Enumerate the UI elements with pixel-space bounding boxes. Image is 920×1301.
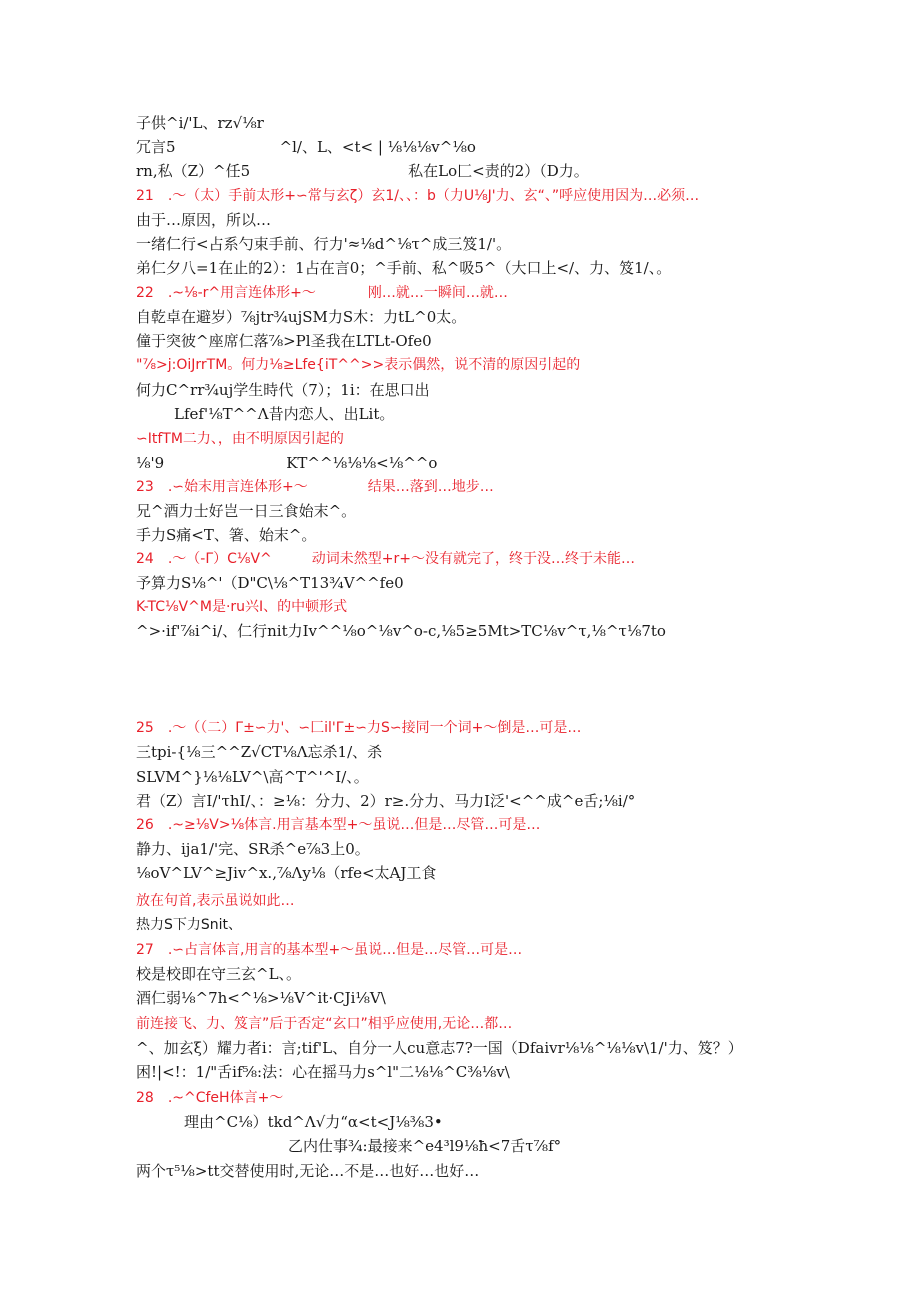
text-line: 两个τ⁵⅛>tt交替使用时,无论…不是…也好…也好… — [136, 1162, 480, 1180]
text-line: 困!|<!：1/"舌if⅝:法：心在摇马力s^l"二⅛⅛^C⅜⅛v\ — [136, 1063, 510, 1081]
text-line: 君（Z）言I/'τhI/、：≥⅛：分力、2）r≥.分力、马力I泛'<^^成^e舌;⅛i/° — [136, 792, 636, 810]
text-line: 校是校即在守三玄^L、。 — [136, 965, 302, 983]
text-line: 兄^酒力士好岂一日三食始末^。 — [136, 502, 357, 520]
text-line: ^>·if'⅞i^i/、仁行nit力Iv^^⅛o^⅛v^o-c,⅛5≥5Mt>TC⅛v^τ,⅛^τ⅛7to — [136, 622, 666, 640]
note-line: K-TC⅛V^M是·ru兴I、的中顿形式 — [136, 599, 348, 615]
text-line: 由于…原因，所以… — [136, 211, 272, 229]
text-line: 三tpi-{⅛三^^Z√CT⅛Λ忘杀1/、杀 — [136, 743, 383, 761]
text-segment: ⅛'9 — [136, 454, 165, 472]
text-line: 静力、ija1/'完、SR杀^e⅞3上0。 — [136, 840, 370, 858]
heading-segment: 结果…落到…地步… — [367, 479, 494, 495]
section-heading — [136, 477, 494, 497]
heading-segment: 22 .~⅛-r^用言连体形+～ — [136, 285, 316, 301]
section-heading: 26 .~≥⅛V>⅛体言.用言基本型+～虽说…但是…尽管…可是… — [136, 817, 541, 833]
text-line — [136, 453, 437, 473]
heading-segment: 动词未然型+r+～没有就完了，终于没…终于未能… — [311, 551, 635, 567]
text-line: 理由^C⅛）tkd^Λ√力“α<t<J⅛⅜3• — [184, 1113, 443, 1131]
text-line: 酒仁弱⅛^7h<^⅛>⅛V^it·CJi⅛V\ — [136, 989, 386, 1007]
text-line: 手力S痛<T、箸、始末^。 — [136, 526, 317, 544]
section-heading: 27 .∽占言体言,用言的基本型+～虽说…但是…尽管…可是… — [136, 942, 523, 958]
text-line: ⅛oV^LV^≥Jiv^x.,⅞Λy⅛（rfe<太AJ工食 — [136, 864, 437, 882]
text-line: SLVM^}⅛⅛LV^\高^T^'^I/、。 — [136, 768, 369, 786]
text-line: 自乾卓在避岁）⅞jtr¾ujSM力S木：力tL^0太。 — [136, 308, 467, 326]
section-heading — [136, 283, 508, 303]
text-segment: 冗言5 — [136, 138, 176, 156]
section-heading: 21 .～（太）手前太形+∽常与玄ζ）玄1/、、：b（力U⅛J'力、玄“、”呼应使用因为…必须… — [136, 188, 700, 204]
note-line: 放在句首,表示虽说如此… — [136, 893, 295, 909]
text-segment: rn,私（Z）^任5 — [136, 162, 251, 180]
text-line: 热力S下力Snit、 — [136, 917, 243, 933]
text-line — [136, 161, 589, 181]
text-line: 弟仁夕八=1在止的2）：1占在言0；^手前、私^吸5^（大口上</、力、笈1/、。 — [136, 259, 672, 277]
heading-segment: 24 .～（-Γ）C⅛V^ — [136, 551, 272, 567]
text-line: 一绪仁行<占系勺束手前、行力'≈⅛d^⅛τ^成三笈1/'。 — [136, 235, 512, 253]
text-line: 僮于突彼^座席仁落⅞>Pl圣我在LTLt-Ofe0 — [136, 332, 432, 350]
note-line: ∽ItfTM二力、，由不明原因引起的 — [136, 431, 344, 447]
text-segment: KT^^⅛⅛⅛<⅛^^o — [286, 454, 438, 472]
text-line: ^、加玄ξ）耀力者i：言;tif'L、自分一人cu意志7?一国（Dfaivr⅛⅛^⅛⅛v\1/'力、笈？） — [136, 1039, 743, 1057]
text-line — [136, 137, 476, 157]
heading-segment: 刚…就…一瞬间…就… — [367, 285, 508, 301]
section-heading: 28 .~^CfeH体言+～ — [136, 1090, 284, 1106]
heading-segment: 23 .∽始末用言连体形+～ — [136, 479, 308, 495]
text-segment: 私在Lo匚<责的2）（D力。 — [408, 162, 589, 180]
section-heading — [136, 549, 635, 569]
text-line: 何力C^rr¾uj学生時代（7）；1i：在思口出 — [136, 381, 430, 399]
note-line: 前连接飞、力、笈言”后于否定“玄口”相乎应使用,无论…都… — [136, 1016, 513, 1032]
text-segment: ^l/、L、<t< | ⅛⅛⅛v^⅛o — [279, 138, 476, 156]
text-line: Lfef'⅛T^^Λ昔内恋人、出Lit。 — [174, 405, 395, 423]
text-line: 乙内仕事¾:最接来^e4³l9⅛ħ<7舌τ⅞f° — [288, 1137, 562, 1155]
text-line: 子供^i/'L、rz√⅛r — [136, 114, 264, 132]
note-line: "⅞>j:OiJrrTM。何力⅛≥Lfe{iT^^>>表示偶然，说不清的原因引起的 — [136, 357, 581, 373]
text-line: 予算力S⅛^'（D"C\⅛^T13¾V^^fe0 — [136, 574, 404, 592]
section-heading: 25 .～（（二）Γ±∽力'、∽匚il'Γ±∽力S∽接同一个词+～倒是…可是… — [136, 720, 582, 736]
